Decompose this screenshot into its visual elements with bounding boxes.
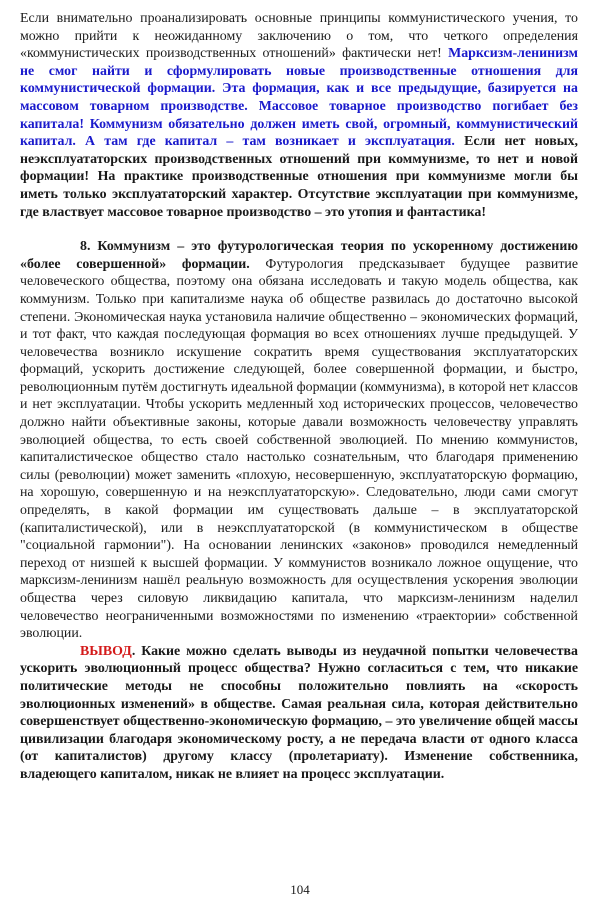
page-number: 104: [290, 882, 310, 897]
conclusion-body-text: . Какие можно сделать выводы из неудачной попытки человечества ускорить эволюционный процесс общества? Нужно согласиться с тем, что никакие политические методы не способны положительно повлиять на «скорость эволюционных изменений» в обществе. Самая реальная сила, которая действительно совершенствует общественно-экономическую формацию, – это увеличение общей массы цивилизации благодаря экономическому росту, а не передача власти от одного класса (от капиталистов) другому классу (пролетариату). Изменение собственника, владеющего капиталом, никак не влияет на процесс эксплуатации.: [20, 643, 578, 782]
highlighted-blue-text: Марксизм-ленинизм не смог найти и сформулировать новые производственные отношения для коммунистической формации. Эта формация, как и все предыдущие, базируется на массовом товарном производстве. Массовое товарное производство погибает без капитала! Коммунизм обязательно должен иметь свой, огромный, коммунистический капитал. А там где капитал – там возникает и эксплуатация.: [20, 46, 578, 150]
paragraph-communist-relations: [20, 10, 578, 221]
paragraph-futurology: [20, 238, 578, 643]
paragraph-conclusion: [20, 643, 578, 784]
section-heading: 8. Коммунизм – это футурологическая теория по ускоренному достижению «более совершенной» формации.: [20, 239, 578, 272]
section-body-text: Футурология предсказывает будущее развитие человеческого общества, поэтому она обязана исследовать и такую модель общества, как коммунизм. Только при капитализме наука об обществе развилась до достаточно высокой степени. Экономическая наука установила наличие общественно – экономических формаций, и тот факт, что каждая последующая формация во всех отношениях лучше предыдущей. У человечества возникло искушение сократить время существования эксплуататорских формаций, ускорить достижение следующей, более совершенной формации, и быстро, революционным путём достигнуть идеальной формации (коммунизма), в которой нет классов и нет эксплуатации. Чтобы ускорить медленный ход исторических процессов, человечество должно найти объективные законы, которые давали возможность человечеству управлять эволюцией общества, то есть своей собственной эволюцией. По мнению коммунистов, капиталистическое общество стало настолько сознательным, что благодаря применению силы (революции) может заменить «плохую, несовершенную, эксплуататорскую формацию, на хорошую, совершенную и на неэксплуататорскую». Следовательно, люди сами смогут определять, в какой формации им существовать дальше – в эксплуататорской (капиталистической), или в неэксплуататорской (в коммунистическом в обществе "социальной гармонии"). На основании ленинских «законов» проводился немедленный переход от низшей к высшей формации. У коммунистов возникало ложное ощущение, что марксизм-ленинизм нашёл реальную возможность для осуществления ускорения эволюции общества через силовую ликвидацию капитала, что марксизм-ленинизм наделил человечество неограниченными возможностями по изменению «траектории» собственной эволюции.: [20, 256, 578, 642]
paragraph-intro-text: Если внимательно проанализировать основные принципы коммунистического учения, то можно прийти к неожиданному заключению о том, что четкого определения «коммунистических производственных отношений» фактически нет!: [20, 11, 578, 62]
conclusion-label: ВЫВОД: [80, 643, 132, 659]
bold-conclusion-text: Если нет новых, неэксплуататорских производственных отношений при коммунизме, то нет и новой формации! На практике производственные отношения при коммунизме могли бы иметь только эксплуататорский характер. Отсутствие эксплуатации при коммунизме, где властвует массовое товарное производство – это утопия и фантастика!: [20, 134, 578, 220]
document-page: [20, 10, 578, 784]
paragraph-spacer: [20, 221, 578, 238]
